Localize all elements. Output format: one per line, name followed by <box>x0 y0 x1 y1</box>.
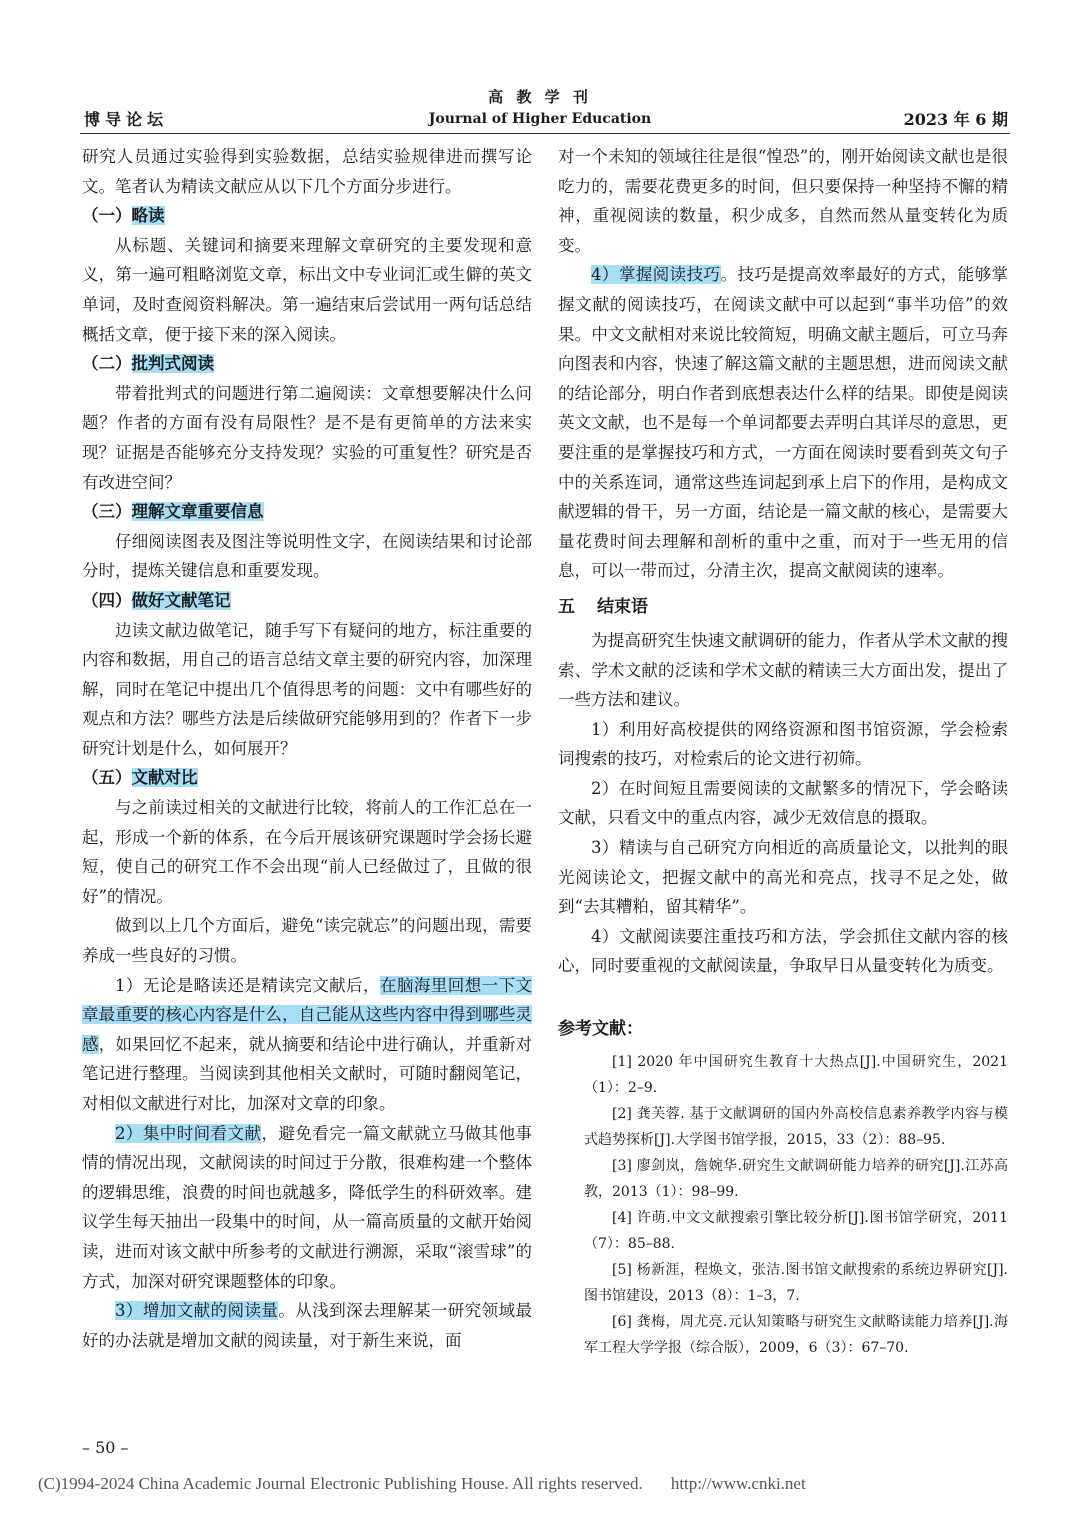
paragraph: 为提高研究生快速文献调研的能力，作者从学术文献的搜索、学术文献的泛读和学术文献的精读三大方面出发，提出了一些方法和建议。 <box>558 630 1008 710</box>
reference-item: [3] 廖剑岚，詹婉华.研究生文献调研能力培养的研究[J].江苏高教，2013（1）：98–99. <box>584 1158 1008 1201</box>
subsection-number: （二） <box>82 354 132 374</box>
right-column <box>558 142 1008 1361</box>
text-run: 。技巧是提高效率最好的方式，能够掌握文献的阅读技巧，在阅读文献中可以起到“事半功倍”的效果。中文文献相对来说比较简短，明确文献主题后，可立马奔向图表和内容，快速了解这篇文献的主题思想，进而阅读文献的结论部分，明白作者到底想表达什么样的结果。即使是阅读英文文献，也不是每一个单词都要去弄明白其详尽的意思，更要注重的是掌握技巧和方式，一方面在阅读时要看到英文句子中的关系连词，通常这些连词起到承上启下的作用，是构成文献逻辑的骨干，另一方面，结论是一篇文献的核心，是需要大量花费时间去理解和剖析的重中之重，而对于一些无用的信息，可以一带而过，分清主次，提高文献阅读的速率。 <box>558 265 1008 581</box>
paragraph: 与之前读过相关的文献进行比较，将前人的工作汇总在一起，形成一个新的体系，在今后开展该研究课题时学会扬长避短，使自己的研究工作不会出现“前人已经做过了，且做的很好”的情况。 <box>82 798 532 906</box>
highlighted-text: 在脑海里回想一下文章最重要的核心内容是什么，自己能从这些内容中得到哪些灵感 <box>82 975 532 1054</box>
header-rule <box>80 133 1010 134</box>
journal-title-cn: 高 教 学 刊 <box>488 88 592 106</box>
paragraph: 4）文献阅读要注重技巧和方法，学会抓住文献内容的核心，同时要重视的文献阅读量，争取早日从量变转化为质变。 <box>558 926 1008 976</box>
habit-1 <box>82 971 532 1119</box>
footer-url[interactable]: http://www.cnki.net <box>670 1474 806 1493</box>
subsection-number: （五） <box>82 768 132 788</box>
subsection-heading-5 <box>82 763 532 793</box>
journal-title-en: Journal of Higher Education <box>428 111 652 127</box>
subsection-heading-3 <box>82 497 532 527</box>
paragraph: 仔细阅读图表及图注等说明性文字，在阅读结果和讨论部分时，提炼关键信息和重要发现。 <box>82 531 532 581</box>
paragraph: 边读文献边做笔记，随手写下有疑问的地方，标注重要的内容和数据，用自己的语言总结文章主要的研究内容，加深理解，同时在笔记中提出几个值得思考的问题：文中有哪些好的观点和方法？哪些方法是后续做研究能够用到的？作者下一步研究计划是什么，如何展开？ <box>82 620 532 758</box>
highlighted-text: 2）集中时间看文献 <box>115 1123 262 1143</box>
references-heading: 参考文献： <box>558 1019 643 1040</box>
subsection-title: 理解文章重要信息 <box>131 502 264 522</box>
habit-4 <box>558 260 1008 586</box>
subsection-number: （三） <box>82 502 132 522</box>
subsection-title: 文献对比 <box>131 768 198 788</box>
reference-item: [1] 2020 年中国研究生教育十大热点[J].中国研究生，2021（1）：2–9. <box>584 1054 1008 1097</box>
subsection-heading-4 <box>82 586 532 616</box>
copyright-footer <box>38 1474 806 1494</box>
issue-label: 2023 年 6 期 <box>903 110 1008 129</box>
text-run: ，避免看完一篇文献就立马做其他事情的情况出现，文献阅读的时间过于分散，很难构建一个整体的逻辑思维，浪费的时间也就越多，降低学生的科研效率。建议学生每天抽出一段集中的时间，从一篇高质量的文献开始阅读，进而对该文献中所参考的文献进行溯源，采取“滚雪球”的方式，加深对研究课题整体的印象。 <box>82 1123 532 1291</box>
text-run: 1）无论是略读还是精读完文献后， <box>115 975 380 995</box>
reference-item: [2] 龚芙蓉. 基于文献调研的国内外高校信息素养教学内容与模式趋势探析[J].大学图书馆学报，2015，33（2）：88–95. <box>584 1106 1008 1149</box>
subsection-number: （四） <box>82 590 132 610</box>
section-label: 博导论坛 <box>84 110 169 129</box>
left-column <box>82 142 532 1355</box>
page-number: – 50 – <box>82 1438 129 1457</box>
subsection-heading-2 <box>82 349 532 379</box>
text-run: 。从浅到深去理解某一研究领域最好的办法就是增加文献的阅读量，对于新生来说，面 <box>82 1301 532 1350</box>
highlighted-text: 4）掌握阅读技巧 <box>591 265 721 285</box>
highlighted-text: 3）增加文献的阅读量 <box>115 1301 279 1321</box>
paragraph: 3）精读与自己研究方向相近的高质量论文，以批判的眼光阅读论文，把握文献中的高光和亮点，找寻不足之处，做到“去其糟粕，留其精华”。 <box>558 838 1008 917</box>
paragraph: 从标题、关键词和摘要来理解文章研究的主要发现和意义，第一遍可粗略浏览文章，标出文中专业词汇或生僻的英文单词，及时查阅资料解决。第一遍结束后尝试用一两句话总结概括文章，便于接下来的深入阅读。 <box>82 235 532 344</box>
section-heading-conclusion <box>558 592 1008 622</box>
subsection-title: 做好文献笔记 <box>131 590 231 610</box>
habit-2 <box>82 1119 532 1297</box>
paragraph: 带着批判式的问题进行第二遍阅读：文章想要解决什么问题？作者的方面有没有局限性？是不是有更简单的方法来实现？证据是否能够充分支持发现？实验的可重复性？研究是否有改进空间？ <box>82 383 532 492</box>
paragraph: 2）在时间短且需要阅读的文献繁多的情况下，学会略读文献，只看文中的重点内容，减少无效信息的摄取。 <box>558 778 1008 828</box>
text-run: ，如果回忆不起来，就从摘要和结论中进行确认，并重新对笔记进行整理。当阅读到其他相关文献时，可随时翻阅笔记，对相似文献进行对比，加深对文章的印象。 <box>82 1034 533 1113</box>
reference-item: [6] 龚梅，周尤亮.元认知策略与研究生文献略读能力培养[J].海军工程大学学报（综合版），2009，6（3）：67–70. <box>584 1314 1008 1357</box>
paragraph-habits: 做到以上几个方面后，避免“读完就忘”的问题出现，需要养成一些良好的习惯。 <box>82 916 532 966</box>
reference-item: [4] 许萌.中文文献搜索引擎比较分析[J].图书馆学研究，2011（7）：85–88. <box>584 1210 1008 1253</box>
subsection-number: （一） <box>82 206 132 226</box>
paragraph: 1）利用好高校提供的网络资源和图书馆资源，学会检索词搜索的技巧，对检索后的论文进行初筛。 <box>558 719 1008 769</box>
copyright-text: (C)1994-2024 China Academic Journal Electronic Publishing House. All rights reserved. <box>38 1474 643 1493</box>
section-title: 结束语 <box>597 596 648 617</box>
subsection-title: 批判式阅读 <box>131 354 214 374</box>
paragraph-intro: 研究人员通过实验得到实验数据，总结实验规律进而撰写论文。笔者认为精读文献应从以下几个方面分步进行。 <box>82 147 532 196</box>
reference-item: [5] 杨新涯，程焕文，张洁.图书馆文献搜索的系统边界研究[J].图书馆建设，2013（8）：1–3，7. <box>584 1262 1008 1305</box>
subsection-heading-1 <box>82 201 532 231</box>
paragraph-continued: 对一个未知的领域往往是很“惶恐”的，刚开始阅读文献也是很吃力的，需要花费更多的时间，但只要保持一种坚持不懈的精神，重视阅读的数量，积少成多，自然而然从量变转化为质变。 <box>558 147 1008 255</box>
habit-3 <box>82 1296 532 1355</box>
section-number: 五 <box>558 596 575 617</box>
subsection-title: 略读 <box>131 206 165 226</box>
